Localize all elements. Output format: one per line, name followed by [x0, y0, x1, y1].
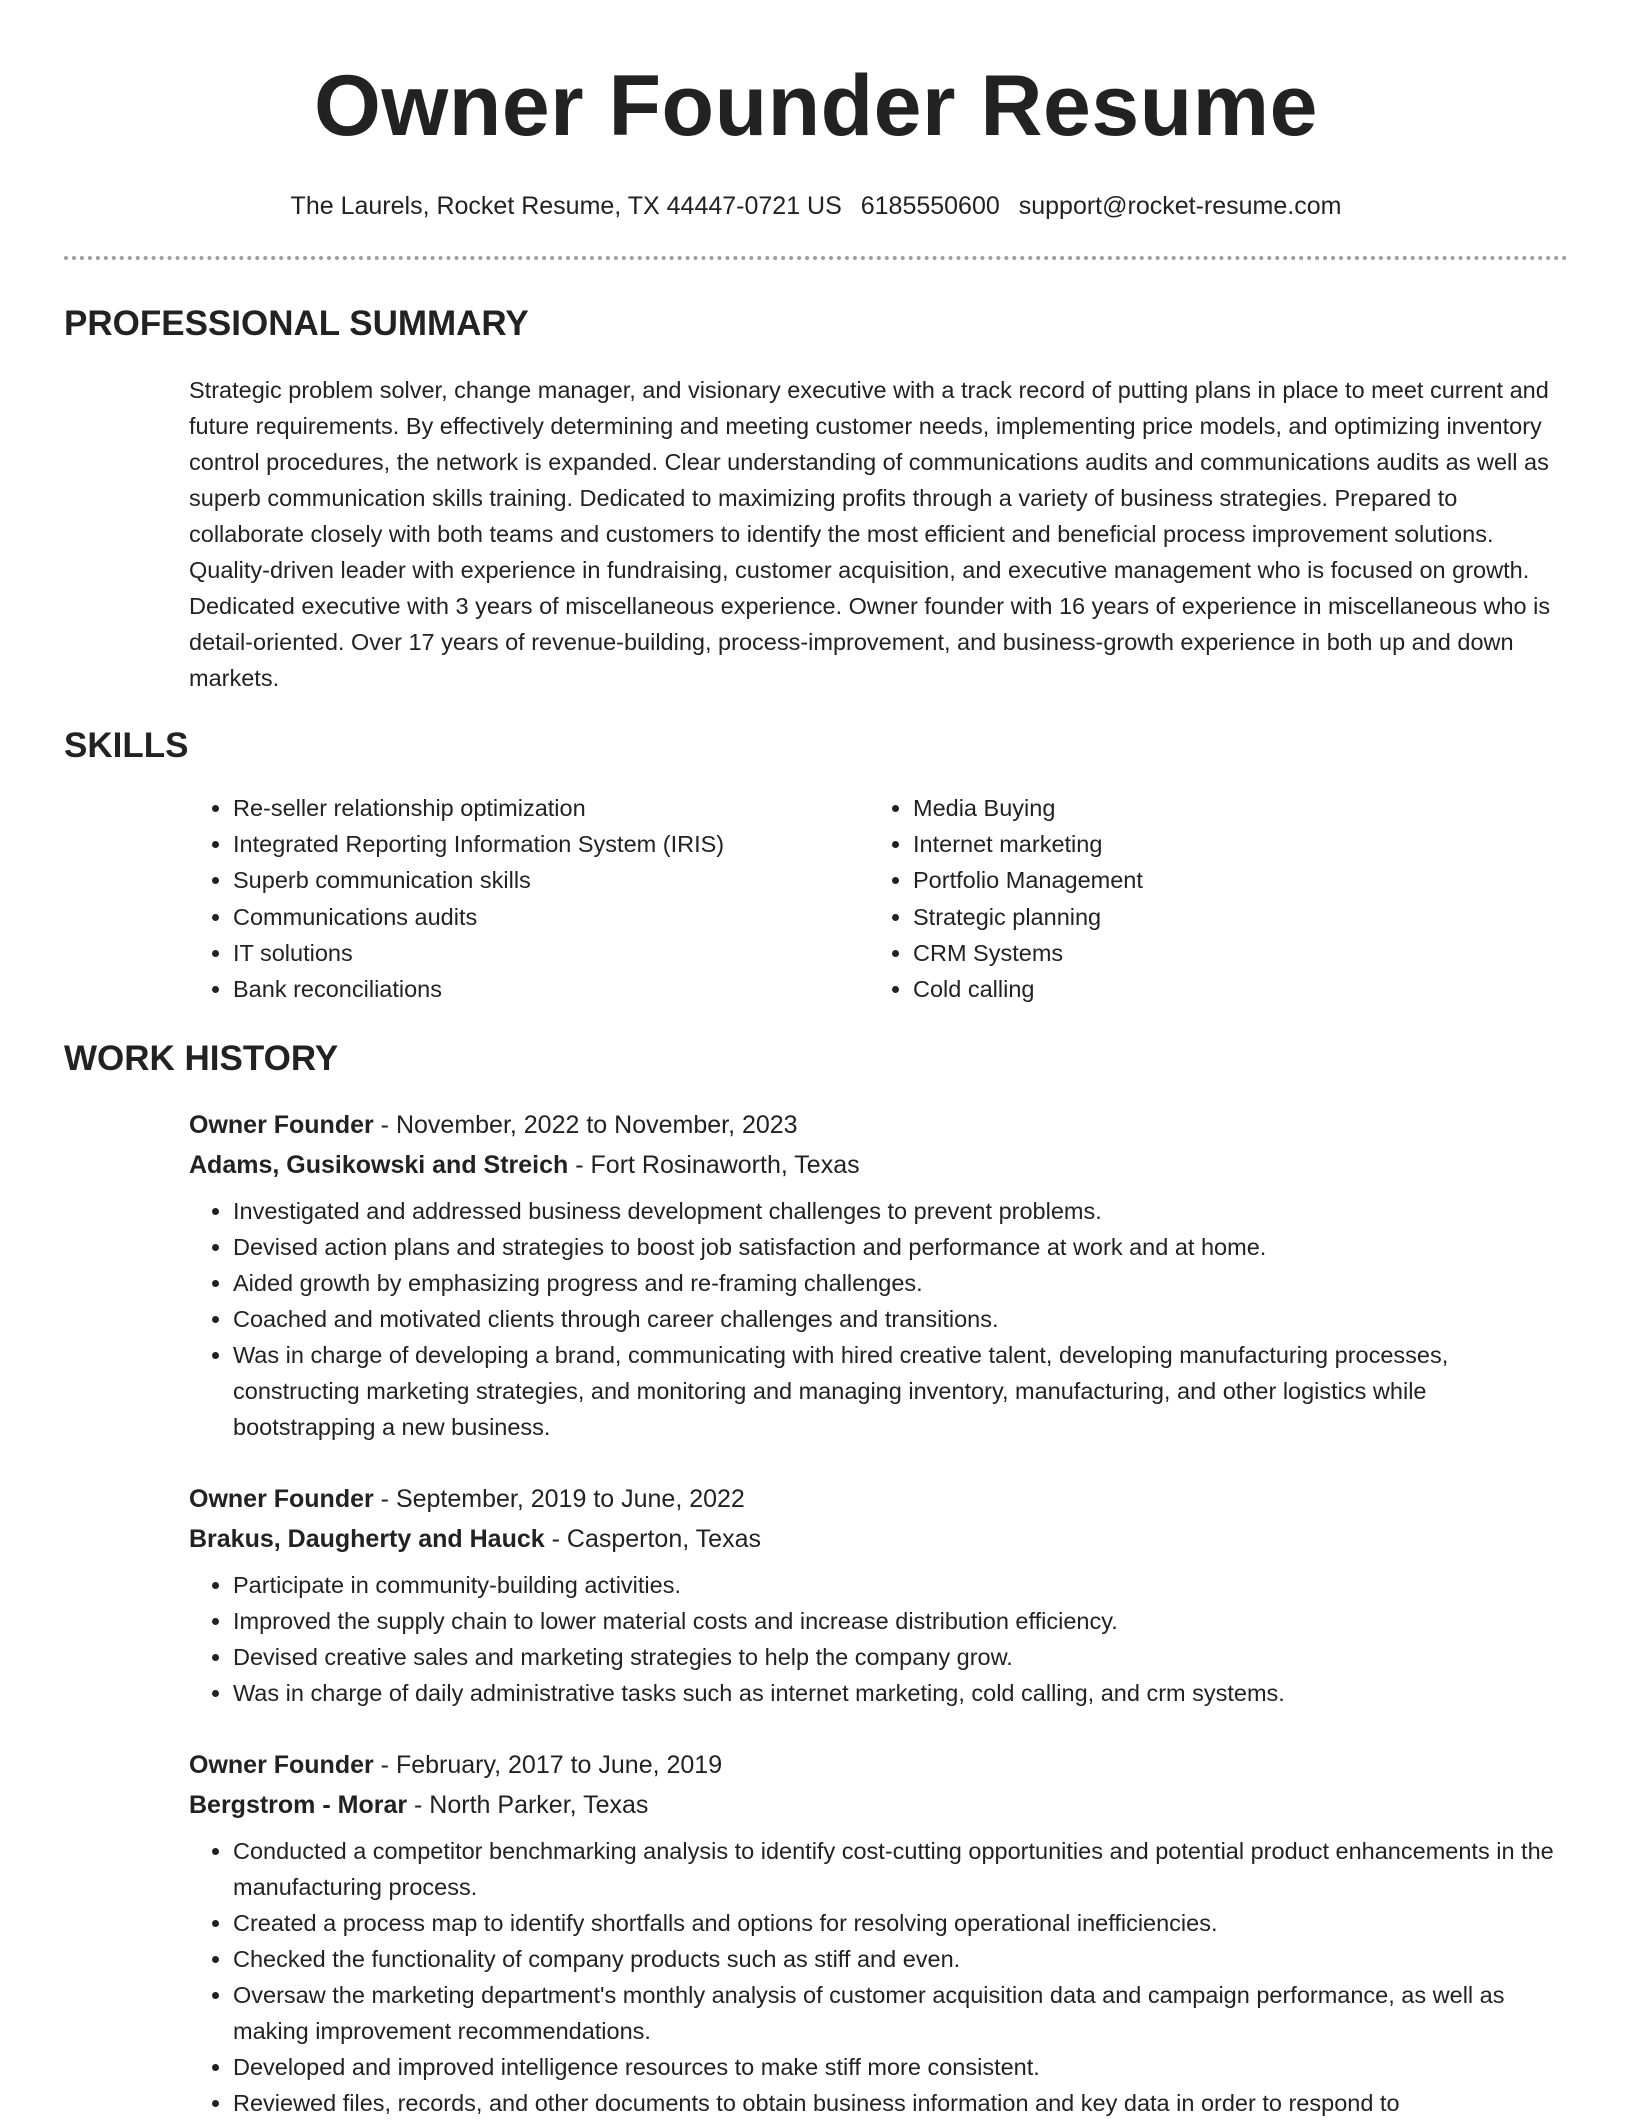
section-title-skills: SKILLS — [64, 726, 189, 765]
job-bullet: • Reviewed files, records, and other documents to obtain business information and key data in order to respond to — [233, 2085, 1568, 2121]
job-location: - Casperton, Texas — [544, 1525, 761, 1554]
job-bullet: • Created a process map to identify shortfalls and options for resolving operational inefficiencies. — [233, 1905, 1568, 1941]
job-title-line — [189, 1745, 1568, 1785]
job-bullets — [189, 1567, 1568, 1711]
contact-address: The Laurels, Rocket Resume, TX 44447-0721 US — [290, 192, 842, 220]
contact-line — [64, 190, 1568, 222]
job-bullets — [189, 1193, 1568, 1445]
job-company: Brakus, Daugherty and Hauck — [189, 1525, 545, 1554]
skill-item: • Re-seller relationship optimization — [233, 790, 869, 826]
skill-item: • CRM Systems — [913, 935, 1553, 971]
job-entry — [189, 1105, 1568, 1445]
job-company-line — [189, 1785, 1568, 1825]
skill-item: • Internet marketing — [913, 826, 1553, 862]
job-company: Bergstrom - Morar — [189, 1791, 408, 1820]
skill-item: • Portfolio Management — [913, 862, 1553, 898]
skill-item: • Cold calling — [913, 971, 1553, 1007]
job-bullet: • Participate in community-building activities. — [233, 1567, 1568, 1603]
skills-column-left — [189, 790, 869, 1007]
skill-item: • Superb communication skills — [233, 862, 869, 898]
job-company: Adams, Gusikowski and Streich — [189, 1151, 569, 1180]
job-bullet: • Aided growth by emphasizing progress and re-framing challenges. — [233, 1265, 1568, 1301]
job-bullet: • Improved the supply chain to lower material costs and increase distribution efficiency. — [233, 1603, 1568, 1639]
job-bullet: • Was in charge of developing a brand, communicating with hired creative talent, developing manufacturing processes, constructing marketing strategies, and monitoring and managing inventory, manufacturing, and other logistics while bootstrapping a new business. — [233, 1337, 1568, 1445]
skill-item: • IT solutions — [233, 935, 869, 971]
job-dates: - February, 2017 to June, 2019 — [373, 1751, 723, 1780]
skill-item: • Integrated Reporting Information System (IRIS) — [233, 826, 869, 862]
job-bullet: • Developed and improved intelligence resources to make stiff more consistent. — [233, 2049, 1568, 2085]
job-title: Owner Founder — [189, 1111, 374, 1140]
job-title: Owner Founder — [189, 1751, 374, 1780]
contact-email: support@rocket-resume.com — [1018, 192, 1342, 220]
job-entry — [189, 1479, 1568, 1711]
job-title: Owner Founder — [189, 1485, 374, 1514]
section-title-summary: PROFESSIONAL SUMMARY — [64, 304, 529, 343]
resume-page — [64, 0, 1568, 2121]
job-title-line — [189, 1105, 1568, 1145]
header-divider — [64, 256, 1568, 260]
job-location: - Fort Rosinaworth, Texas — [568, 1151, 860, 1180]
job-company-line — [189, 1519, 1568, 1559]
job-bullet: • Was in charge of daily administrative tasks such as internet marketing, cold calling, and crm systems. — [233, 1675, 1568, 1711]
job-dates: - November, 2022 to November, 2023 — [373, 1111, 798, 1140]
skill-item: • Media Buying — [913, 790, 1553, 826]
job-bullet: • Conducted a competitor benchmarking analysis to identify cost-cutting opportunities and potential product enhancements in the manufacturing process. — [233, 1833, 1568, 1905]
skill-item: • Communications audits — [233, 899, 869, 935]
job-bullet: • Devised action plans and strategies to boost job satisfaction and performance at work and at home. — [233, 1229, 1568, 1265]
job-bullets — [189, 1833, 1568, 2121]
job-bullet: • Coached and motivated clients through career challenges and transitions. — [233, 1301, 1568, 1337]
contact-phone: 6185550600 — [860, 192, 1000, 220]
job-bullet: • Devised creative sales and marketing strategies to help the company grow. — [233, 1639, 1568, 1675]
skill-item: • Bank reconciliations — [233, 971, 869, 1007]
section-title-work-history: WORK HISTORY — [64, 1039, 339, 1079]
job-location: - North Parker, Texas — [407, 1791, 649, 1820]
job-company-line — [189, 1145, 1568, 1185]
job-title-line — [189, 1479, 1568, 1519]
skill-item: • Strategic planning — [913, 899, 1553, 935]
job-bullet: • Checked the functionality of company products such as stiff and even. — [233, 1941, 1568, 1977]
job-dates: - September, 2019 to June, 2022 — [373, 1485, 745, 1514]
job-bullet: • Investigated and addressed business development challenges to prevent problems. — [233, 1193, 1568, 1229]
skills-list — [189, 790, 1568, 1007]
summary-text: Strategic problem solver, change manager, and visionary executive with a track record of putting plans in place to meet current and future requirements. By effectively determining and meeting customer needs, implementing price models, and optimizing inventory control procedures, the network is expanded. Clear understanding of communications audits and communications audits as well as superb communication skills training. Dedicated to maximizing profits through a variety of business strategies. Prepared to collaborate closely with both teams and customers to identify the most efficient and beneficial process improvement solutions. Quality-driven leader with experience in fundraising, customer acquisition, and executive management who is focused on growth. Dedicated executive with 3 years of miscellaneous experience. Owner founder with 16 years of experience in miscellaneous who is detail-oriented. Over 17 years of revenue-building, process-improvement, and business-growth experience in both up and down markets. — [189, 377, 1551, 691]
resume-title: Owner Founder Resume — [314, 58, 1318, 154]
skills-column-right — [869, 790, 1553, 1007]
job-entry — [189, 1745, 1568, 2121]
job-bullet: • Oversaw the marketing department's monthly analysis of customer acquisition data and campaign performance, as well as making improvement recommendations. — [233, 1977, 1568, 2049]
